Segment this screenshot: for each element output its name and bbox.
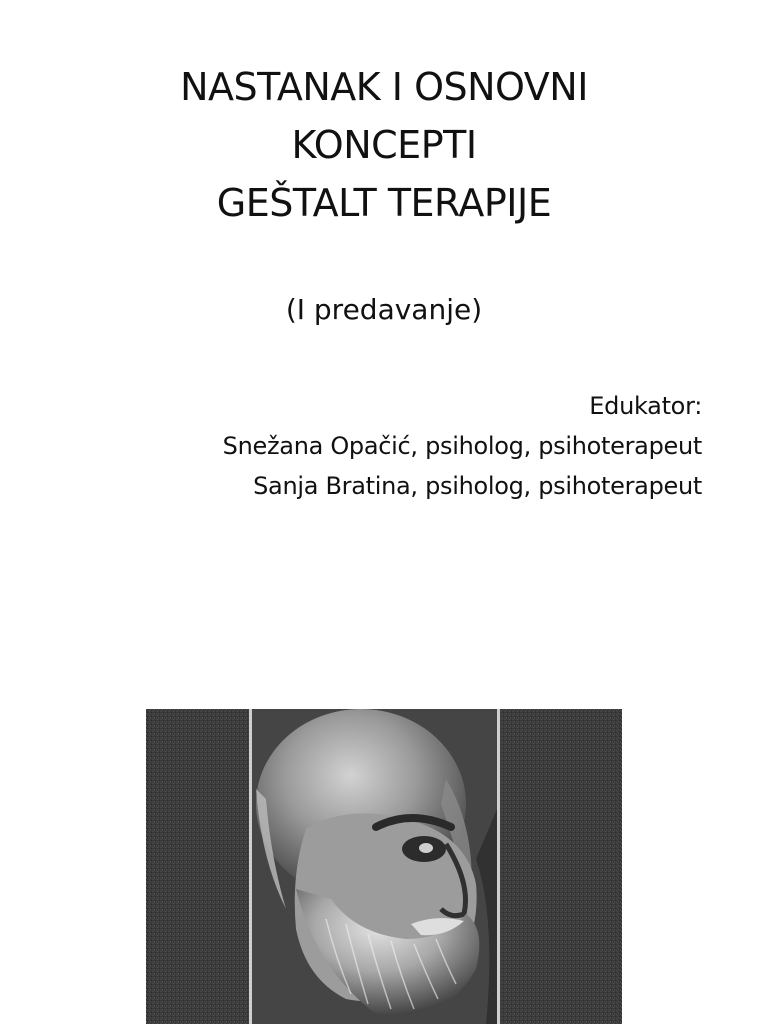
credits-person-2: Sanja Bratina, psiholog, psihoterapeut [253, 472, 702, 500]
credits-person-1: Snežana Opačić, psiholog, psihoterapeut [222, 432, 702, 460]
portrait-photo [146, 709, 622, 1024]
slide-title [0, 58, 768, 232]
credits-block [223, 386, 702, 506]
title-line-3: GEŠTALT TERAPIJE [216, 181, 552, 225]
title-line-1: NASTANAK I OSNOVNI [180, 65, 588, 109]
slide-subtitle: (I predavanje) [285, 293, 483, 326]
portrait-photo-icon [146, 709, 622, 1024]
title-line-2: KONCEPTI [291, 123, 477, 167]
credits-label: Edukator: [589, 392, 702, 420]
